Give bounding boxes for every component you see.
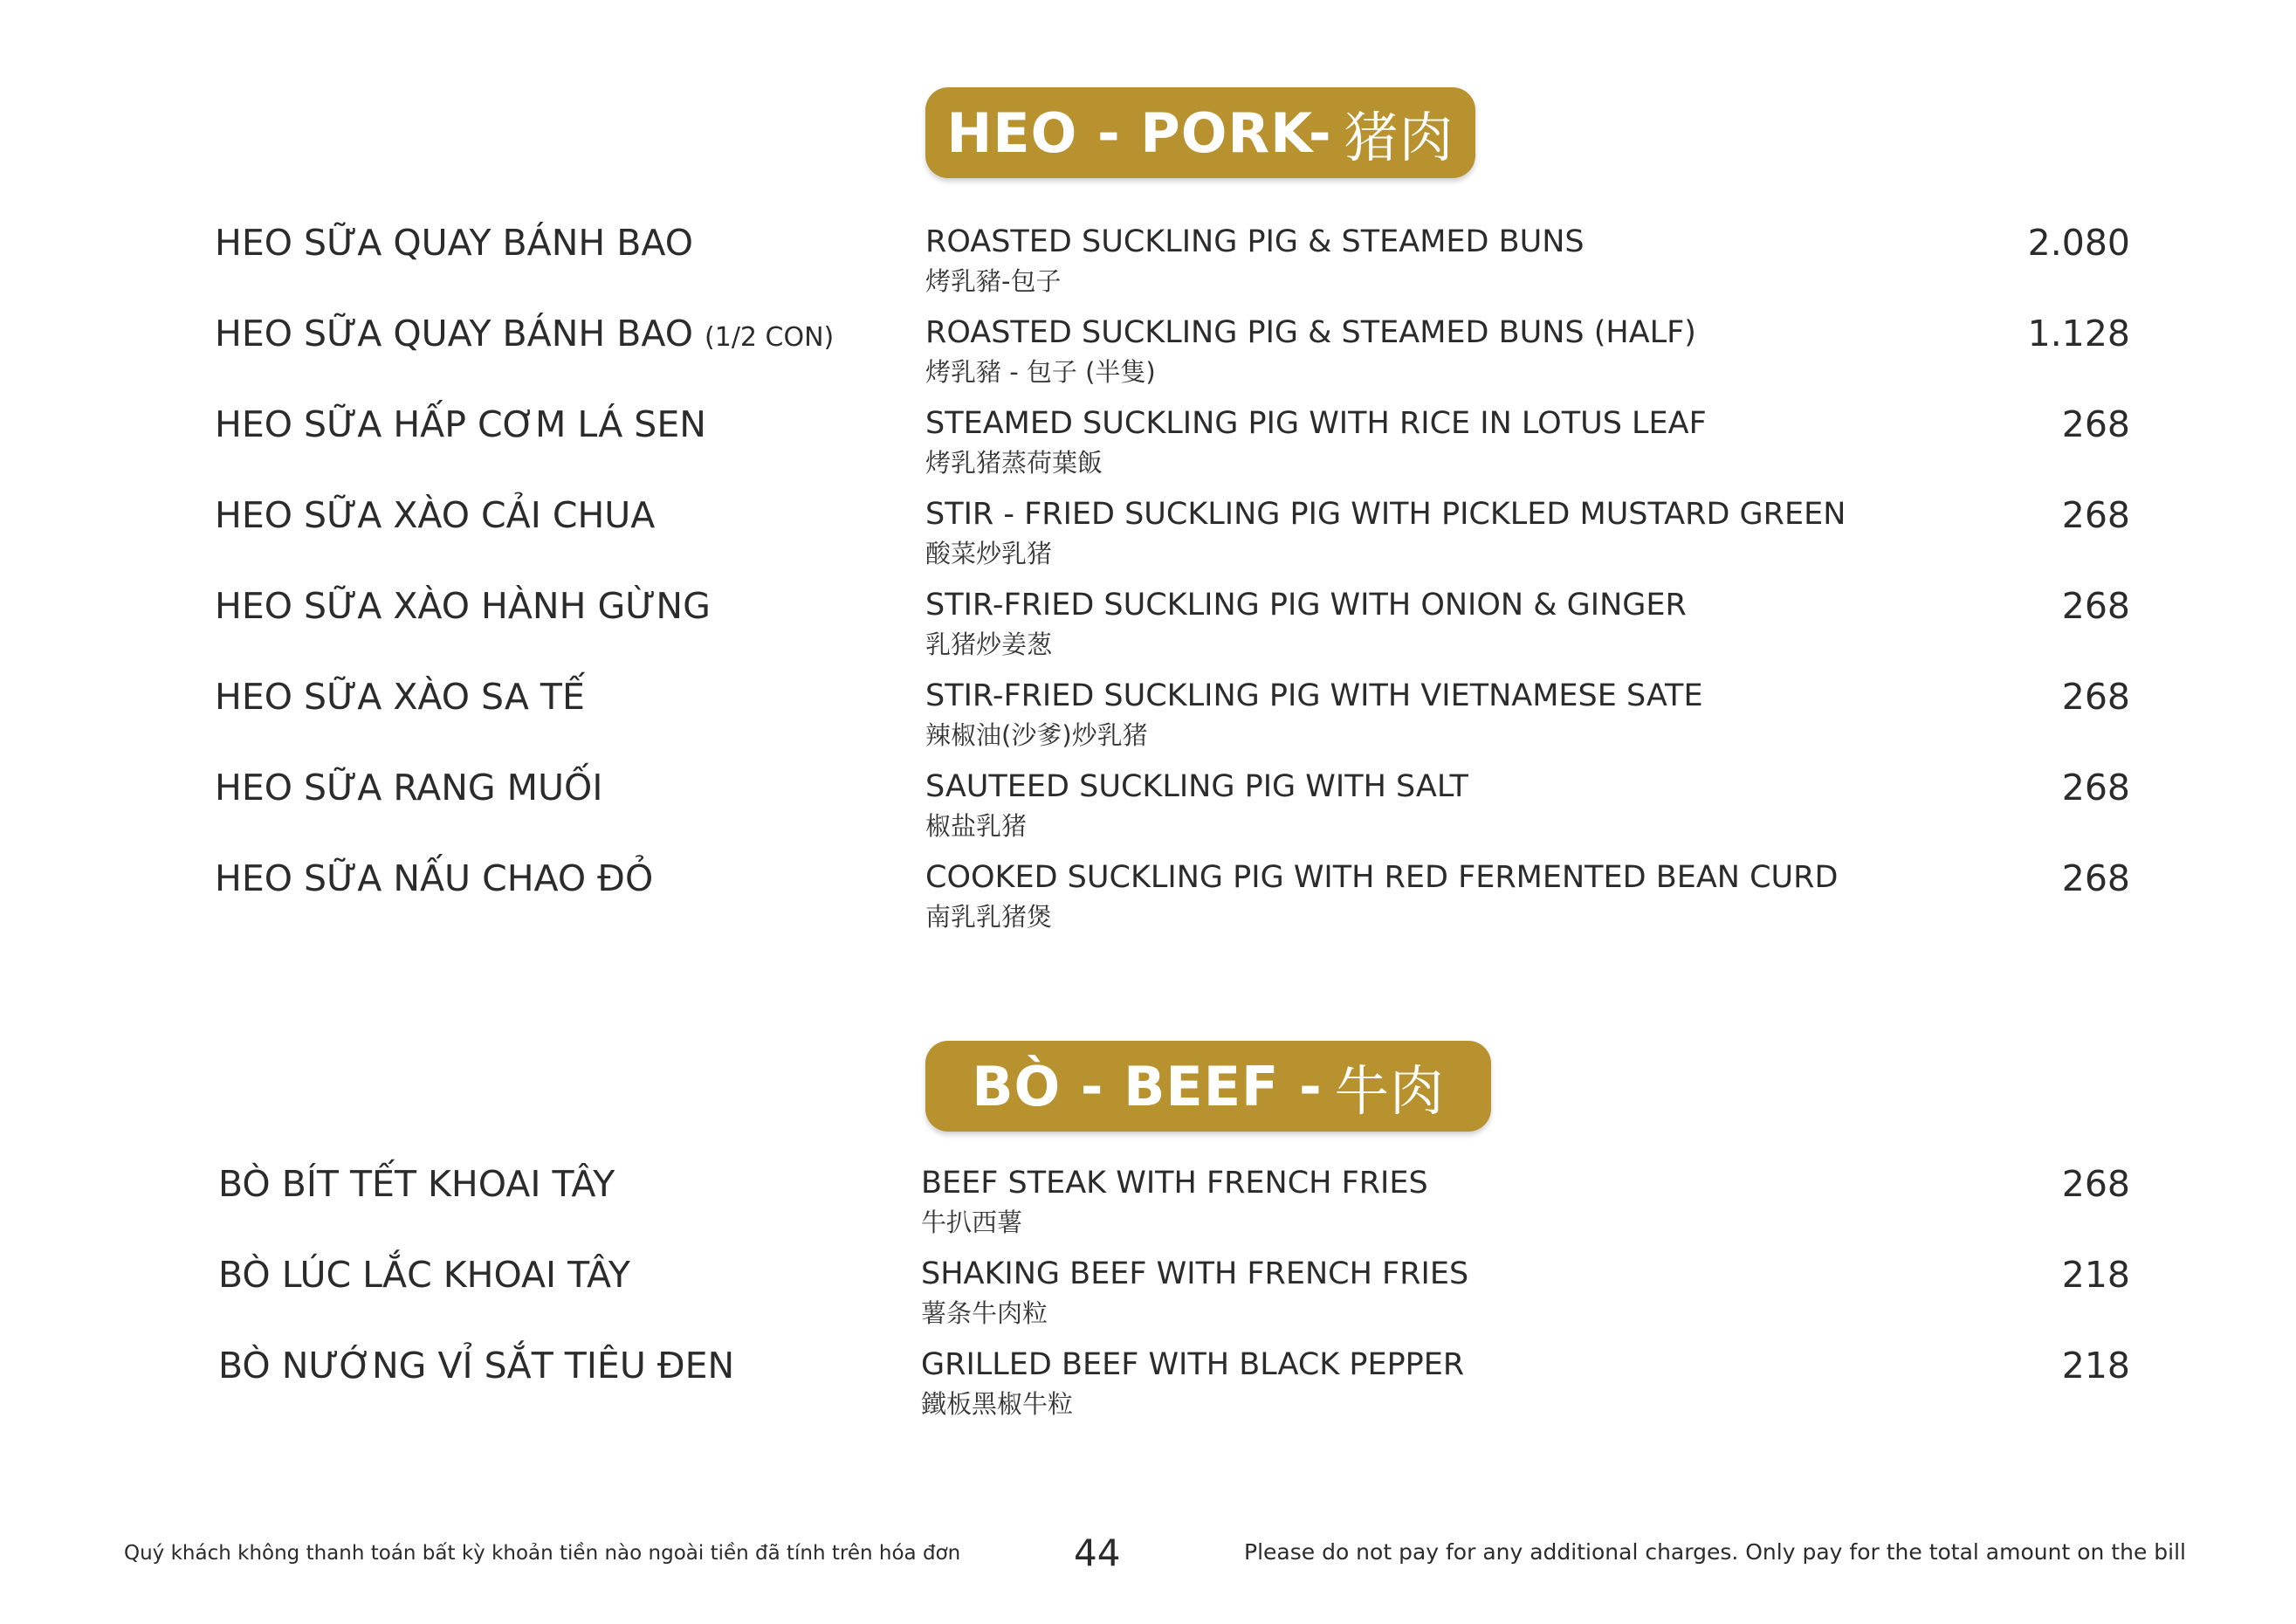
dish-name-vn: HEO SỮA HẤP CƠM LÁ SEN bbox=[215, 403, 706, 445]
dish-name-cn: 鐵板黑椒牛粒 bbox=[921, 1389, 1074, 1419]
dish-name-vn: BÒ LÚC LẮC KHOAI TÂY bbox=[218, 1254, 630, 1296]
menu-item bbox=[0, 1252, 2296, 1343]
dish-price: 1.128 bbox=[2027, 313, 2130, 354]
dish-price: 268 bbox=[2061, 857, 2130, 899]
dish-name-cn: 薯条牛肉粒 bbox=[921, 1298, 1048, 1328]
dish-name-cn: 烤乳猪蒸荷葉飯 bbox=[925, 448, 1103, 478]
dish-name-en: SAUTEED SUCKLING PIG WITH SALT bbox=[925, 769, 1468, 804]
section-title-cn: 猪肉 bbox=[1344, 105, 1454, 169]
dish-price: 2.080 bbox=[2027, 222, 2130, 264]
dish-name-en: SHAKING BEEF WITH FRENCH FRIES bbox=[921, 1256, 1469, 1291]
menu-item bbox=[0, 311, 2296, 402]
menu-item bbox=[0, 856, 2296, 946]
menu-item bbox=[0, 765, 2296, 856]
dish-price: 268 bbox=[2061, 767, 2130, 809]
dish-name-vn: HEO SỮA NẤU CHAO ĐỎ bbox=[215, 857, 654, 899]
menu-item bbox=[0, 583, 2296, 674]
section-title-cn: 牛肉 bbox=[1334, 1058, 1445, 1123]
dish-name-cn: 乳猪炒姜葱 bbox=[925, 630, 1053, 659]
dish-name-en: BEEF STEAK WITH FRENCH FRIES bbox=[921, 1166, 1428, 1201]
dish-name-en: STIR-FRIED SUCKLING PIG WITH VIETNAMESE SATE bbox=[925, 678, 1703, 713]
dish-name-cn: 牛扒西薯 bbox=[921, 1208, 1023, 1237]
dish-name-vn: BÒ NƯỚNG VỈ SẮT TIÊU ĐEN bbox=[218, 1345, 735, 1387]
dish-name-cn: 烤乳豬-包子 bbox=[925, 266, 1062, 296]
dish-name-en: ROASTED SUCKLING PIG & STEAMED BUNS bbox=[925, 224, 1585, 259]
menu-item bbox=[0, 1161, 2296, 1252]
menu-item bbox=[0, 674, 2296, 765]
dish-name-en: STIR - FRIED SUCKLING PIG WITH PICKLED MUSTARD GREEN bbox=[925, 497, 1846, 532]
dish-name-en: STEAMED SUCKLING PIG WITH RICE IN LOTUS LEAF bbox=[925, 406, 1707, 441]
dish-price: 268 bbox=[2061, 403, 2130, 445]
dish-name-vn: HEO SỮA XÀO SA TẾ bbox=[215, 676, 585, 718]
dish-name-vn: HEO SỮA QUAY BÁNH BAO (1/2 CON) bbox=[215, 313, 835, 354]
dish-name-en: ROASTED SUCKLING PIG & STEAMED BUNS (HALF) bbox=[925, 315, 1696, 350]
section-title: BÒ - BEEF - bbox=[972, 1054, 1323, 1118]
section-banner-pork bbox=[925, 87, 1475, 178]
section-title: HEO - PORK- bbox=[946, 100, 1332, 165]
section-banner-beef bbox=[925, 1041, 1491, 1132]
dish-price: 268 bbox=[2061, 1163, 2130, 1205]
menu-item bbox=[0, 402, 2296, 492]
dish-name-vn: HEO SỮA RANG MUỐI bbox=[215, 767, 603, 809]
dish-name-vn: HEO SỮA QUAY BÁNH BAO bbox=[215, 222, 693, 264]
dish-name-cn: 南乳乳猪煲 bbox=[925, 902, 1053, 932]
dish-name-vn: BÒ BÍT TẾT KHOAI TÂY bbox=[218, 1163, 615, 1205]
dish-name-en: COOKED SUCKLING PIG WITH RED FERMENTED BEAN CURD bbox=[925, 860, 1839, 895]
menu-item bbox=[0, 1343, 2296, 1434]
dish-name-en: GRILLED BEEF WITH BLACK PEPPER bbox=[921, 1347, 1465, 1382]
dish-price: 268 bbox=[2061, 585, 2130, 627]
dish-name-vn: HEO SỮA XÀO HÀNH GỪNG bbox=[215, 585, 711, 627]
dish-name-cn: 椒盐乳猪 bbox=[925, 811, 1028, 841]
menu-item bbox=[0, 220, 2296, 311]
dish-name-vn: HEO SỮA XÀO CẢI CHUA bbox=[215, 494, 656, 536]
dish-name-en: STIR-FRIED SUCKLING PIG WITH ONION & GINGER bbox=[925, 588, 1687, 623]
dish-price: 218 bbox=[2061, 1345, 2130, 1387]
dish-name-cn: 辣椒油(沙爹)炒乳猪 bbox=[925, 720, 1148, 750]
dish-price: 268 bbox=[2061, 494, 2130, 536]
page-number: 44 bbox=[1074, 1531, 1121, 1574]
footer-note-en: Please do not pay for any additional charges. Only pay for the total amount on the bill bbox=[1244, 1539, 2186, 1565]
footer-note-vn: Quý khách không thanh toán bất kỳ khoản tiền nào ngoài tiền đã tính trên hóa đơn bbox=[124, 1542, 961, 1565]
menu-item bbox=[0, 492, 2296, 583]
dish-name-cn: 烤乳豬 - 包子 (半隻) bbox=[925, 357, 1156, 387]
dish-name-cn: 酸菜炒乳猪 bbox=[925, 539, 1053, 568]
dish-price: 218 bbox=[2061, 1254, 2130, 1296]
dish-price: 268 bbox=[2061, 676, 2130, 718]
